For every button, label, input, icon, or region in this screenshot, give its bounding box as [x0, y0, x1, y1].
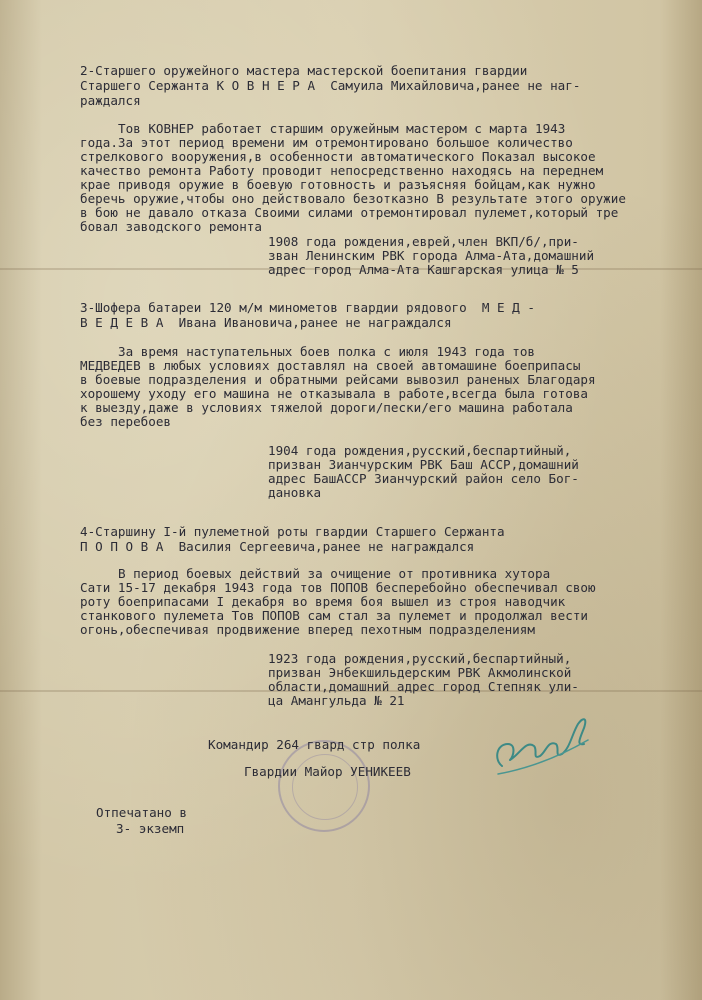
- section4-heading-line: П О П О В А Василия Сергеевича,ранее не награждался: [80, 539, 475, 554]
- section2-bio-line: зван Ленинским РВК города Алма-Ата,домашний: [268, 248, 595, 263]
- section3-body-line: хорошему уходу его машина не отказывала в работе,всегда была готова: [80, 386, 588, 401]
- section4-bio-line: области,домашний адрес город Степняк ули-: [268, 679, 579, 694]
- section2-heading-line: 2-Старшего оружейного мастера мастерской боепитания гвардии: [80, 63, 528, 78]
- section2-bio-line: 1908 года рождения,еврей,член ВКП/б/,при-: [268, 234, 579, 249]
- section4-bio-line: ца Амангульдa № 21: [268, 693, 405, 708]
- section2-body-line: года.За этот период времени им отремонтировано большое количество: [80, 135, 573, 150]
- section2-body-line: Тов КОВНЕР работает старшим оружейным мастером с марта 1943: [118, 121, 566, 136]
- section2-body-line: качество ремонта Работу проводит непосредственно находясь на переднем: [80, 163, 604, 178]
- section3-bio-line: 1904 года рождения,русский,беспартийный,: [268, 443, 572, 458]
- section4-heading-line: 4-Старшину I-й пулеметной роты гвардии Старшего Сержанта: [80, 524, 505, 539]
- section2-body-line: беречь оружие,чтобы оно действовало безотказно В результате этого оружие: [80, 191, 626, 206]
- official-stamp: [278, 740, 370, 832]
- section3-heading-line: В Е Д Е В А Ивана Ивановича,ранее не награждался: [80, 315, 452, 330]
- section3-body-line: За время наступательных боев полка с июля 1943 года тов: [118, 344, 536, 359]
- signature-image: [480, 700, 610, 790]
- section2-bio-line: адрес город Алма-Ата Кашгарская улица № 5: [268, 262, 579, 277]
- section3-bio-line: дановка: [268, 485, 322, 500]
- section4-bio-line: призван Энбекшильдерским РВК Акмолинской: [268, 665, 572, 680]
- section3-body-line: МЕДВЕДЕВ в любых условиях доставлял на своей автомашине боеприпасы: [80, 358, 581, 373]
- section2-body-line: стрелкового вооружения,в особенности автоматического Показал высокое: [80, 149, 596, 164]
- section4-bio-line: 1923 года рождения,русский,беспартийный,: [268, 651, 572, 666]
- section4-body-line: В период боевых действий за очищение от противника хутора: [118, 566, 551, 581]
- section4-body-line: роту боеприпасами I декабря во время боя вышел из строя наводчик: [80, 594, 566, 609]
- section3-bio-line: призван Зианчурским РВК Баш АССР,домашний: [268, 457, 579, 472]
- section4-body-line: огонь,обеспечивая продвижение вперед пехотным подразделениям: [80, 622, 535, 637]
- section4-body-line: Сати 15-17 декабря 1943 года тов ПОПОВ бесперебойно обеспечивал свою: [80, 580, 596, 595]
- footer-printed-line: Отпечатано в: [96, 805, 187, 820]
- section2-body-line: бовал заводского ремонта: [80, 219, 262, 234]
- section3-body-line: в боевые подразделения и обратными рейсами вывозил раненых Благодаря: [80, 372, 596, 387]
- section3-body-line: без перебоев: [80, 414, 171, 429]
- signoff-commander-line: Командир 264 гвард стр полка: [208, 737, 421, 752]
- section2-body-line: крае приводя оружие в боевую готовность и разъясняя бойцам,как нужно: [80, 177, 596, 192]
- section2-body-line: в бою не давало отказа Своими силами отремонтировал пулемет,который тре: [80, 205, 619, 220]
- section2-heading-line: раждался: [80, 93, 141, 108]
- section3-bio-line: адрес БашАССР Зианчурский район село Бог-: [268, 471, 579, 486]
- section4-body-line: станкового пулемета Тов ПОПОВ сам стал за пулемет и продолжал вести: [80, 608, 588, 623]
- section2-heading-line: Старшего Сержанта К О В Н Е Р А Самуила Михайловича,ранее не наг-: [80, 78, 581, 93]
- section3-body-line: к выезду,даже в условиях тяжелой дороги/пески/его машина работала: [80, 400, 573, 415]
- footer-copies-line: 3- экземп: [116, 821, 185, 836]
- signoff-rank-line: Гвардии Майор УЕНИКЕЕВ: [244, 764, 411, 779]
- section3-heading-line: 3-Шофера батареи 120 м/м минометов гвардии рядового М Е Д -: [80, 300, 535, 315]
